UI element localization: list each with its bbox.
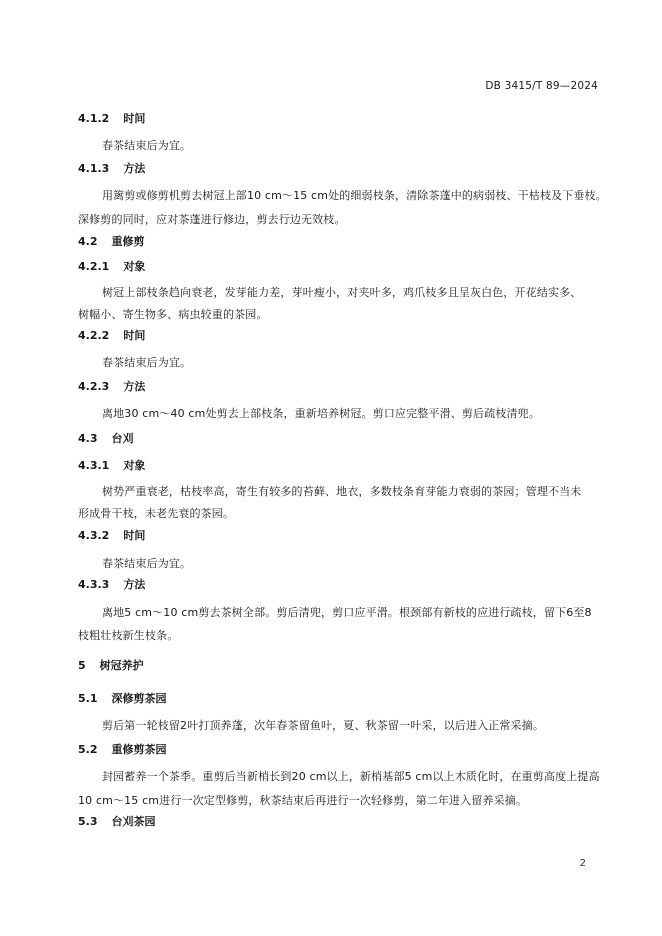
section-heading	[78, 576, 145, 592]
section-heading	[78, 741, 167, 757]
section-number: 4.2.3	[78, 380, 110, 393]
paragraph-line: 形成骨干枝，未老先衰的茶园。	[78, 507, 235, 520]
section-number: 4.2.1	[78, 260, 110, 273]
section-title: 时间	[123, 329, 146, 342]
section-title: 树冠养护	[99, 659, 144, 672]
section-title: 台刈茶园	[111, 815, 156, 828]
section-title: 深修剪茶园	[111, 692, 167, 705]
paragraph-line: 离地5 cm～10 cm剪去茶树全部。剪后清兜，剪口应平滑。根颈部有新枝的应进行疏枝，留下6至8	[102, 606, 592, 619]
section-number: 4.1.2	[78, 112, 110, 125]
paragraph-line: 春茶结束后为宜。	[102, 557, 192, 570]
section-heading	[78, 258, 145, 274]
paragraph-line: 春茶结束后为宜。	[102, 139, 192, 152]
section-title: 时间	[123, 529, 146, 542]
paragraph-line: 10 cm～15 cm进行一次定型修剪，秋茶结束后再进行一次轻修剪，第二年进入留养采摘。	[78, 794, 528, 807]
section-heading	[78, 110, 145, 126]
section-number: 4.1.3	[78, 162, 110, 175]
section-heading	[78, 527, 145, 543]
paragraph-line: 封园蓄养一个茶季。重剪后当新梢长到20 cm以上，新梢基部5 cm以上木质化时，在重剪高度上提高	[102, 770, 600, 783]
section-title: 重修剪茶园	[111, 743, 167, 756]
section-number: 4.3.1	[78, 459, 110, 472]
section-number: 4.2.2	[78, 329, 110, 342]
section-heading	[78, 657, 144, 673]
section-title: 台刈	[111, 432, 134, 445]
paragraph-line: 剪后第一轮枝留2叶打顶养蓬，次年春茶留鱼叶，夏、秋茶留一叶采，以后进入正常采摘。	[102, 719, 544, 732]
section-number: 4.3.3	[78, 578, 110, 591]
section-number: 4.2	[78, 235, 98, 248]
section-title: 对象	[123, 260, 146, 273]
section-number: 4.3	[78, 432, 98, 445]
paragraph-line: 深修剪的同时，应对茶蓬进行修边，剪去行边无效枝。	[78, 213, 346, 226]
paragraph-line: 树势严重衰老，枯枝率高，寄生有较多的苔藓、地衣，多数枝条育芽能力衰弱的茶园；管理不当未	[102, 485, 582, 498]
section-title: 时间	[123, 112, 146, 125]
paragraph-line: 枝粗壮枝新生枝条。	[78, 629, 179, 642]
section-heading	[78, 430, 134, 446]
section-number: 5.3	[78, 815, 98, 828]
paragraph-line: 离地30 cm～40 cm处剪去上部枝条，重新培养树冠。剪口应完整平滑、剪后疏枝清兜。	[102, 407, 540, 420]
paragraph-line: 春茶结束后为宜。	[102, 356, 192, 369]
section-number: 4.3.2	[78, 529, 110, 542]
section-title: 方法	[123, 380, 146, 393]
paragraph-line: 树幅小、寄生物多、病虫较重的茶园。	[78, 308, 268, 321]
section-number: 5.1	[78, 692, 98, 705]
section-heading	[78, 327, 145, 343]
section-heading	[78, 378, 145, 394]
section-heading	[78, 813, 156, 829]
section-title: 方法	[123, 578, 146, 591]
page-number: 2	[579, 858, 586, 869]
section-number: 5.2	[78, 743, 98, 756]
section-heading	[78, 690, 167, 706]
section-heading	[78, 457, 145, 473]
section-number: 5	[78, 659, 86, 672]
paragraph-line: 用篱剪或修剪机剪去树冠上部10 cm～15 cm处的细弱枝条，清除茶蓬中的病弱枝、干枯枝及下垂枝。	[102, 189, 607, 202]
section-title: 方法	[123, 162, 146, 175]
section-heading	[78, 160, 145, 176]
section-title: 重修剪	[111, 235, 145, 248]
section-title: 对象	[123, 459, 146, 472]
paragraph-line: 树冠上部枝条趋向衰老，发芽能力差，芽叶瘦小，对夹叶多，鸡爪枝多且呈灰白色，开花结实多、	[102, 286, 582, 299]
section-heading	[78, 233, 145, 249]
running-header: DB 3415/T 89—2024	[485, 80, 598, 92]
